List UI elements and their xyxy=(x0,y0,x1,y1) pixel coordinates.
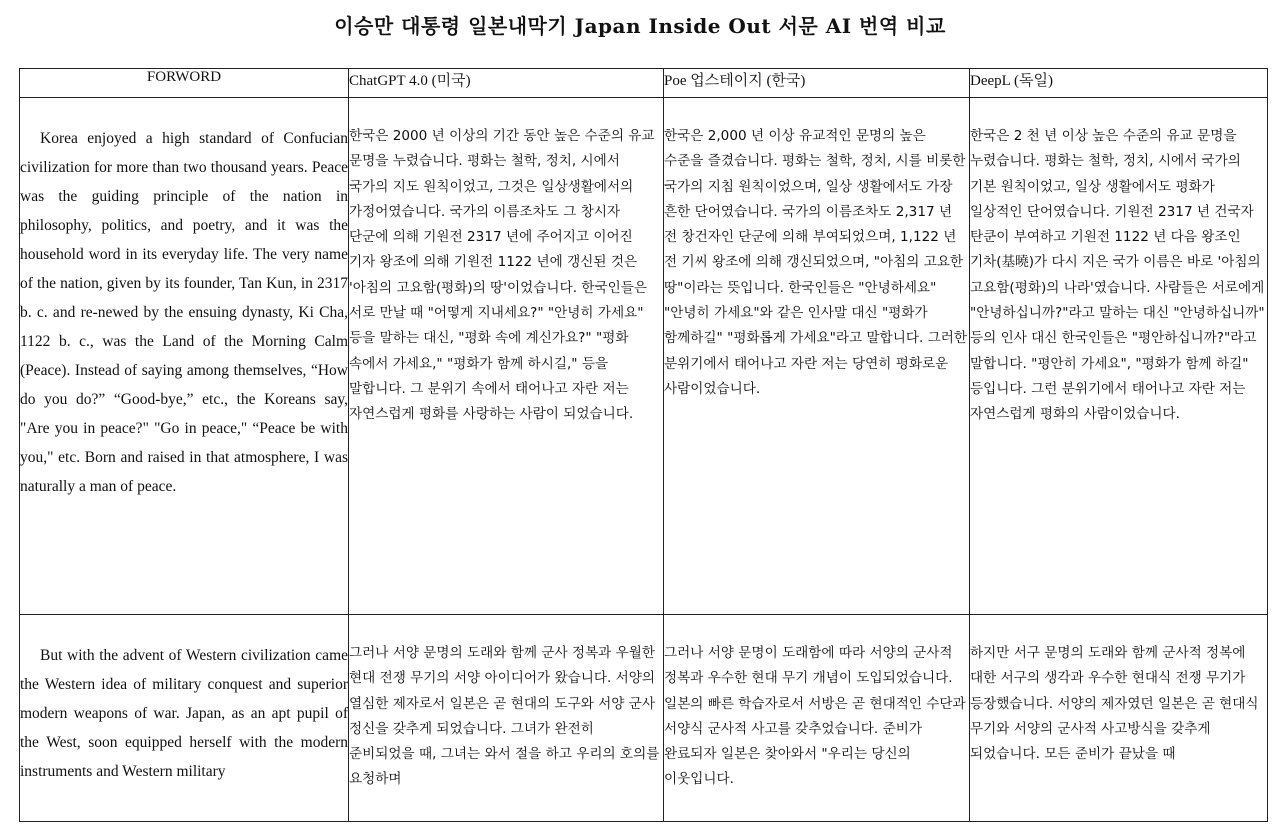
poe-translation: 한국은 2,000 년 이상 유교적인 문명의 높은 수준을 즐겼습니다. 평화는 철학, 정치, 시를 비롯한 국가의 지침 원칙이었으며, 일상 생활에서도 가장 흔한 단어였습니다. 국가의 이름조차도 2,317 년 전 창건자인 단군에 의해 부여되었으며, 1,122 년 전 기씨 왕조에 의해 갱신되었으며, "아침의 고요한 땅"이라는 뜻입니다. 한국인들은 "안녕하세요" "안녕히 가세요"와 같은 인사말 대신 "평화가 함께하길" "평화롭게 가세요"라고 말합니다. 그러한 분위기에서 태어나고 자란 저는 당연히 평화로운 사람이었습니다. xyxy=(664,128,967,397)
table-row xyxy=(20,615,1268,822)
chatgpt-cell xyxy=(349,615,664,822)
poe-cell xyxy=(664,98,970,615)
original-paragraph: Korea enjoyed a high standard of Confucian civilization for more than two thousand years. Peace was the guiding principle of the nation in philosophy, politics, and poetry, and it was the household word in its everyday life. The very name of the nation, given by its founder, Tan Kun, in 2317 b. c. and re-newed by the ensuing dynasty, Ki Cha, 1122 b. c., was the Land of the Morning Calm (Peace). Instead of saying among themselves, “How do you do?” “Good-bye,” etc., the Koreans say, "Are you in peace?" "Go in peace," “Peace be with you," etc. Born and raised in that atmosphere, I was naturally a man of peace. xyxy=(20,130,348,495)
column-header-original: FORWORD xyxy=(20,69,349,98)
original-cell xyxy=(20,98,349,615)
poe-translation: 그러나 서양 문명이 도래함에 따라 서양의 군사적 정복과 우수한 현대 무기 개념이 도입되었습니다. 일본의 빠른 학습자로서 서방은 곧 현대적인 수단과 서양식 군사적 사고를 갖추었습니다. 준비가 완료되자 일본은 찾아와서 "우리는 당신의 이웃입니다. xyxy=(664,645,966,788)
deepl-cell xyxy=(970,615,1268,822)
chatgpt-translation: 한국은 2000 년 이상의 기간 동안 높은 수준의 유교 문명을 누렸습니다. 평화는 철학, 정치, 시에서 국가의 지도 원칙이었고, 그것은 일상생활에서의 가정어였습니다. 국가의 이름조차도 그 창시자 단군에 의해 기원전 2317 년에 주어지고 이어진 기자 왕조에 의해 기원전 1122 년에 갱신된 것은 '아침의 고요함(평화)의 땅'이었습니다. 한국인들은 서로 만날 때 "어떻게 지내세요?" "안녕히 가세요" 등을 말하는 대신, "평화 속에 계신가요?" "평화 속에서 가세요," "평화가 함께 하시길," 등을 말합니다. 그 분위기 속에서 태어나고 자란 저는 자연스럽게 평화를 사랑하는 사람이 되었습니다. xyxy=(349,128,655,423)
original-cell xyxy=(20,615,349,822)
column-header-deepl: DeepL (독일) xyxy=(970,69,1268,98)
deepl-translation: 한국은 2 천 년 이상 높은 수준의 유교 문명을 누렸습니다. 평화는 철학, 정치, 시에서 국가의 기본 원칙이었고, 일상 생활에서도 평화가 일상적인 단어였습니다. 기원전 2317 년 건국자 탄쿤이 부여하고 기원전 1122 년 다음 왕조인 기차(基曉)가 다시 지은 국가 이름은 바로 '아침의 고요함(평화)의 나라'였습니다. 사람들은 서로에게 "안녕하십니까?"라고 말하는 대신 "안녕하십니까" 등의 인사 대신 한국인들은 "평안하십니까?"라고 말합니다. "평안히 가세요", "평화가 함께 하길" 등입니다. 그런 분위기에서 태어나고 자란 저는 자연스럽게 평화의 사람이었습니다. xyxy=(970,128,1265,423)
original-paragraph: But with the advent of Western civilization came the Western idea of military conquest and superior modern weapons of war. Japan, as an apt pupil of the West, soon equipped herself with the modern instruments and Western military xyxy=(20,647,348,780)
page-title: 이승만 대통령 일본내막기 Japan Inside Out 서문 AI 번역 비교 xyxy=(334,14,946,38)
poe-cell xyxy=(664,615,970,822)
table-row xyxy=(20,98,1268,615)
chatgpt-translation: 그러나 서양 문명의 도래와 함께 군사 정복과 우월한 현대 전쟁 무기의 서양 아이디어가 왔습니다. 서양의 열심한 제자로서 일본은 곧 현대의 도구와 서양 군사 정신을 갖추게 되었습니다. 그녀가 완전히 준비되었을 때, 그녀는 와서 절을 하고 우리의 호의를 요청하며 xyxy=(349,645,660,788)
chatgpt-cell xyxy=(349,98,664,615)
column-header-chatgpt: ChatGPT 4.0 (미국) xyxy=(349,69,664,98)
comparison-table xyxy=(19,68,1268,822)
header-row xyxy=(20,69,1268,98)
deepl-cell xyxy=(970,98,1268,615)
deepl-translation: 하지만 서구 문명의 도래와 함께 군사적 정복에 대한 서구의 생각과 우수한 현대식 전쟁 무기가 등장했습니다. 서양의 제자였던 일본은 곧 현대식 무기와 서양의 군사적 사고방식을 갖추게 되었습니다. 모든 준비가 끝났을 때 xyxy=(970,645,1259,763)
column-header-poe: Poe 업스테이지 (한국) xyxy=(664,69,970,98)
